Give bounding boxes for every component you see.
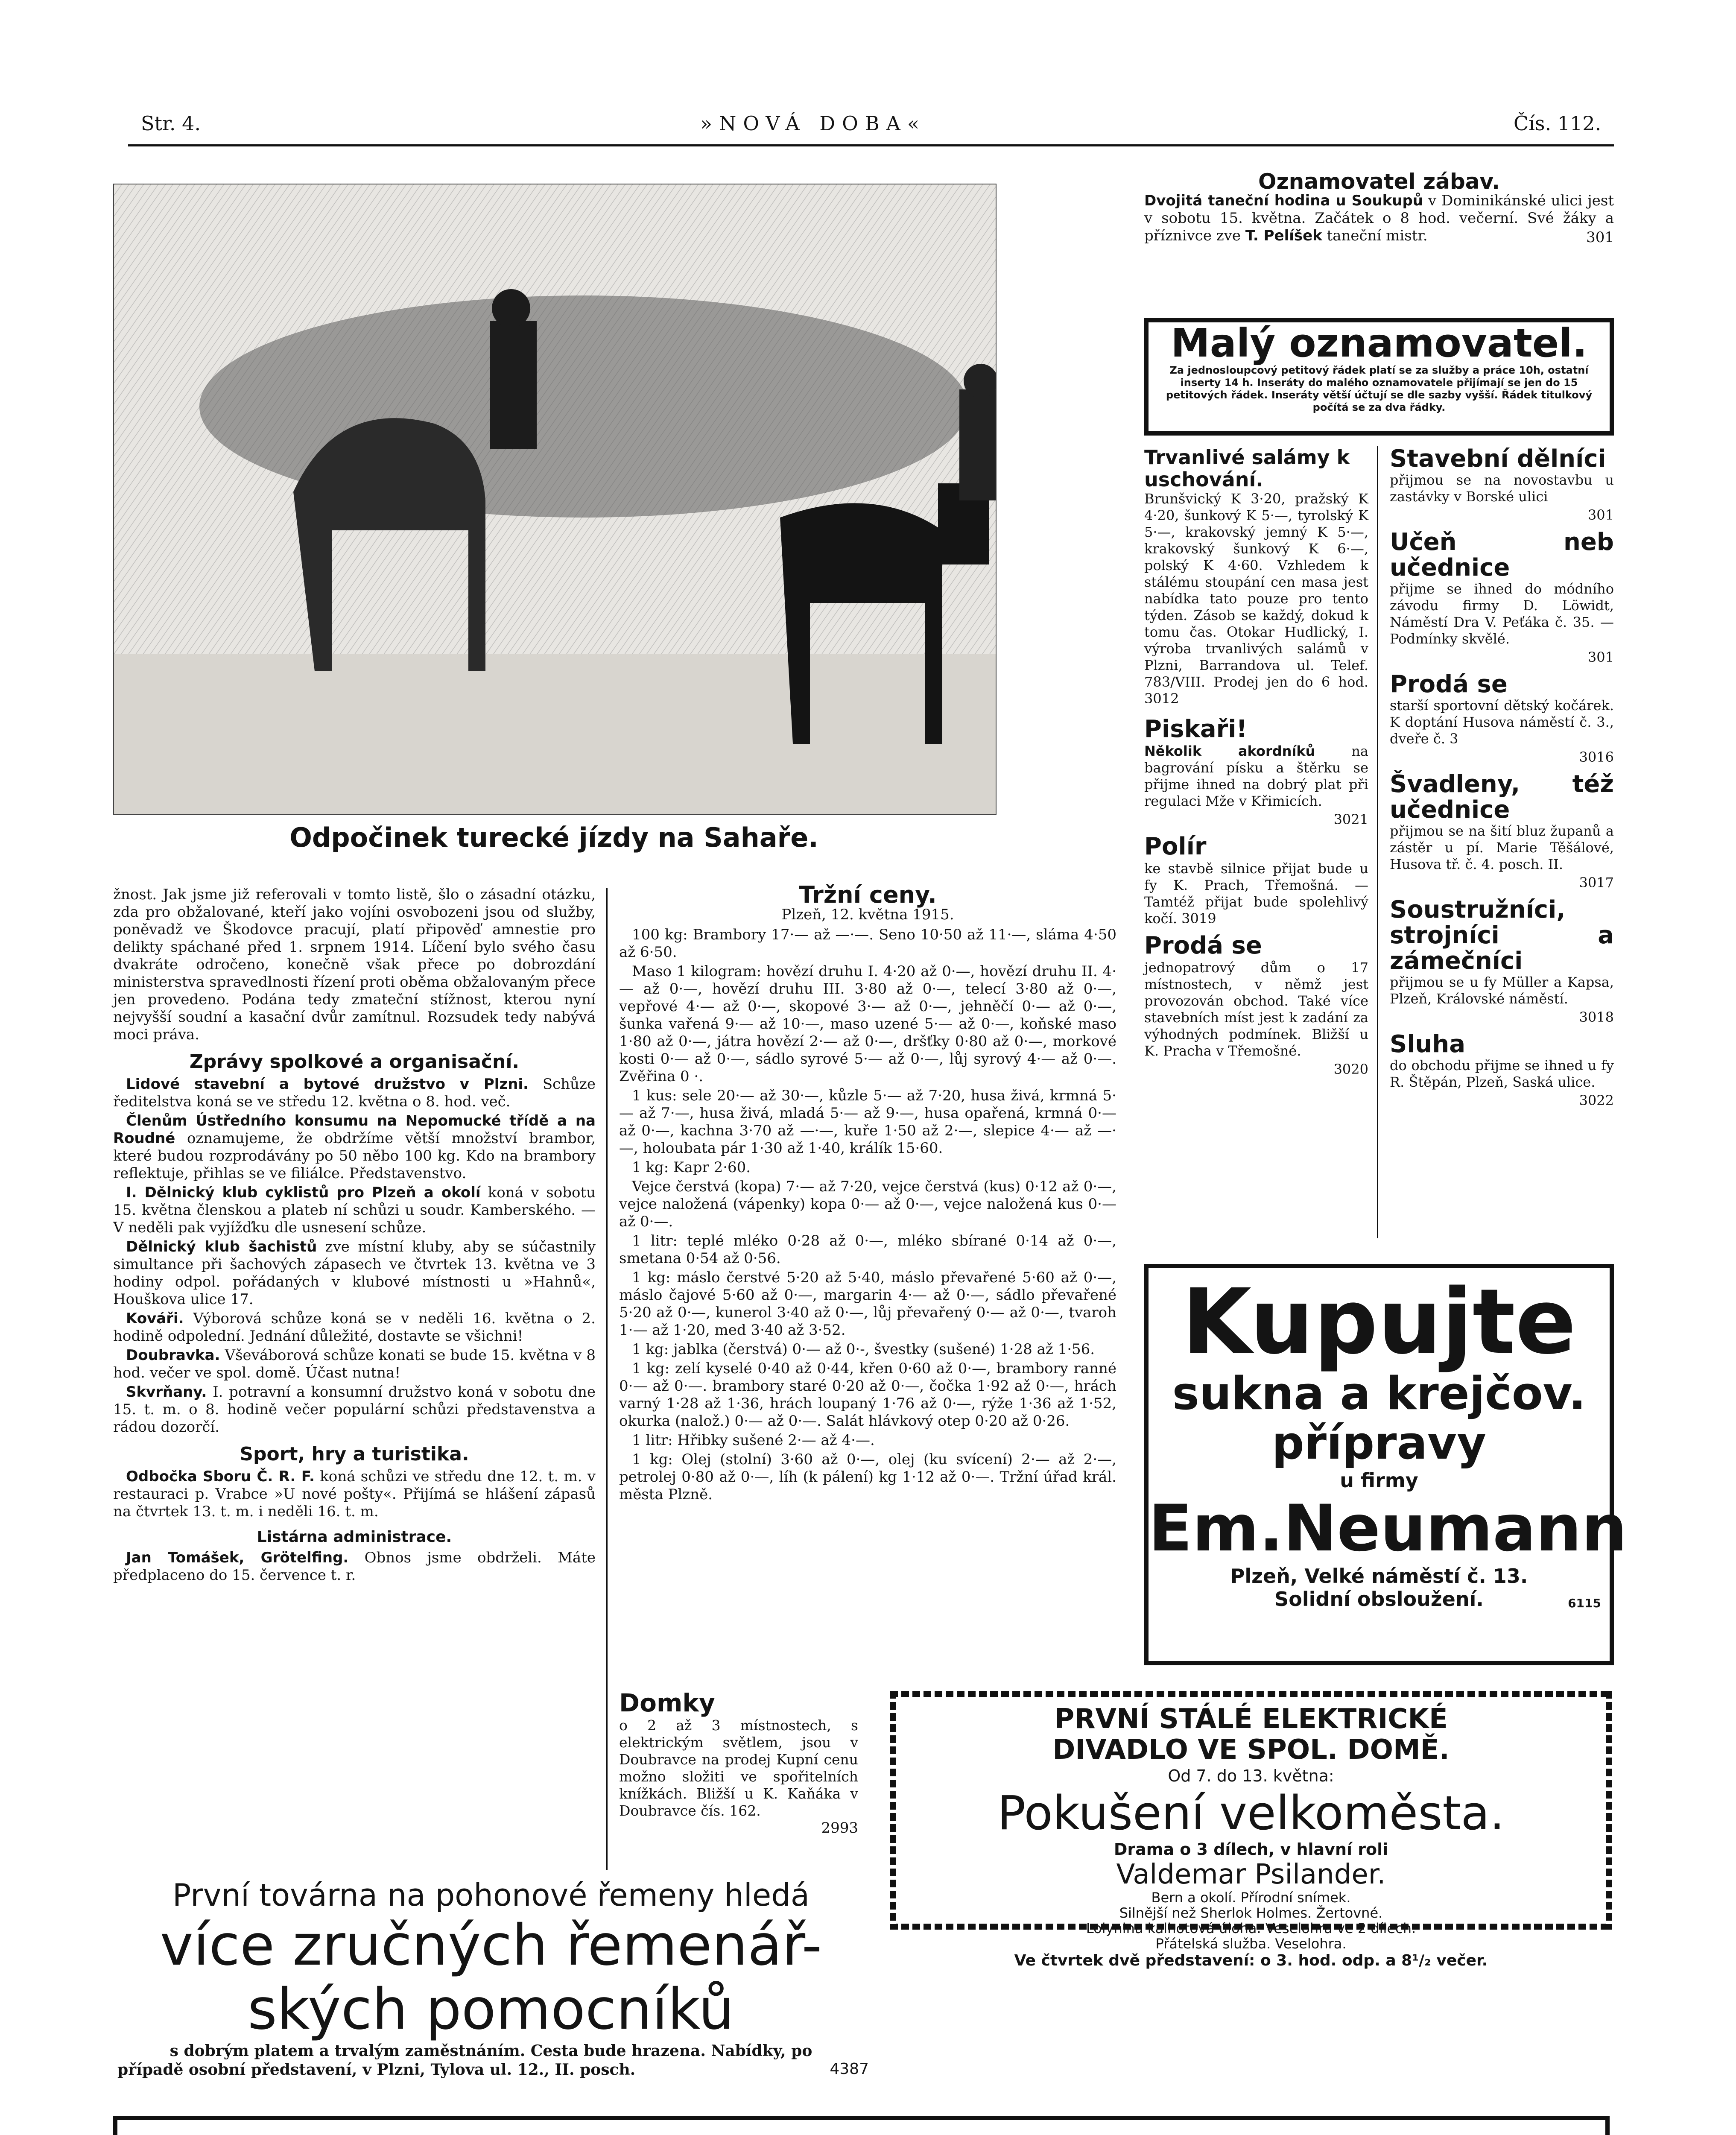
spolky-item: Doubravka. Vševáborová schůze konati se bude 15. května v 8 hod. večer ve spol. domě. Účast nutna! xyxy=(113,1347,596,1381)
listarna-item: Jan Tomášek, Grötelfing. Obnos jsme obdrželi. Máte předplaceno do 15. července t. r. xyxy=(113,1549,596,1584)
column-divider xyxy=(606,888,608,1870)
ad-number: 3020 xyxy=(1333,1061,1368,1077)
ad-heading: Polír xyxy=(1144,833,1207,860)
market-heading: Tržní ceny. xyxy=(799,881,937,908)
zabavy-text: Dvojitá taneční hodina u Soukupů v Dominikánské ulici jest v sobotu 15. května. Začátek o 8 hod. večerní. Své žáky a příznivce zve T. Pelíšek taneční mistr. xyxy=(1144,192,1614,244)
theatre-program-1: Bern a okolí. Přírodní snímek. xyxy=(1151,1889,1351,1906)
neumann-address: Plzeň, Velké náměstí č. 13. xyxy=(1230,1565,1528,1588)
page-number: Str. 4. xyxy=(141,112,201,135)
market-paragraph: 1 kg: Kapr 2·60. xyxy=(632,1159,751,1176)
theatre-program-2: Silnější než Sherlok Holmes. Žertovné. xyxy=(1119,1905,1383,1921)
ad-heading: Prodá se xyxy=(1390,670,1508,698)
domky-ad xyxy=(619,1689,858,1837)
factory-number: 4387 xyxy=(830,2060,869,2078)
ad-text: Několik akordníků na bagrování písku a štěrku se přijme ihned na dobrý plat při regulaci Mže v Křimicích. xyxy=(1144,743,1369,809)
ad-text: starší sportovní dětský kočárek. K doptání Husova náměstí č. 3., dveře č. 3 xyxy=(1390,697,1614,747)
ad-text: ke stavbě silnice přijat bude u fy K. Prach, Třemošná. — Tamtéž přijat bude spolehlivý kočí. 3019 xyxy=(1144,860,1368,927)
neumann-line3: přípravy xyxy=(1271,1417,1487,1469)
ad-heading: Švadleny, též učednice xyxy=(1390,770,1614,824)
spolky-item: Členům Ústředního konsumu na Nepomucké třídě a na Roudné oznamujeme, že obdržíme větší množství brambor, které budou rozprodávány po 50 něbo 100 kg. Kdo na brambory reflektuje, přihlas se ve filiálce. Představenstvo. xyxy=(113,1112,596,1182)
theatre-sub: Drama o 3 dílech, v hlavní roli xyxy=(1113,1840,1388,1859)
ad-number: 3021 xyxy=(1333,811,1368,828)
wesecky-ad xyxy=(113,2116,1610,2135)
header-rule xyxy=(128,144,1614,146)
factory-line1: První továrna na pohonové řemeny hledá xyxy=(172,1877,810,1913)
spolky-item: Kováři. Výborová schůze koná se v neděli 16. května o 2. hodině odpolední. Jednání důležité, dostavte se všichni! xyxy=(113,1310,596,1345)
theatre-border-left xyxy=(890,1691,896,1930)
factory-line3: ských pomocníků xyxy=(248,1977,734,2042)
neumann-number: 6115 xyxy=(1568,1596,1601,1610)
domky-heading: Domky xyxy=(619,1688,715,1717)
spolky-item: Dělnický klub šachistů zve místní kluby, aby se súčastnily simultance při šachových zápasech ve čtvrtek 13. května ve 3 hodiny odpol. pořádaných v klubové místnosti u »Hahnů«, Houškova ulice 17. xyxy=(113,1238,596,1308)
market-prices-column xyxy=(619,881,1116,1505)
maly-oznamovatel-rules: Za jednosloupcový petitový řádek platí se za služby a práce 10h, ostatní inserty 14 h. Inseráty do malého oznamovatele přijímají se jen do 15 petitových řádek. Inseráty větší účtují se dle sazby vyšší. Řádek titulkový počítá se za dva řádky. xyxy=(1166,364,1593,413)
neumann-line1: Kupujte xyxy=(1182,1269,1576,1374)
spolky-heading: Zprávy spolkové a organisační. xyxy=(189,1051,520,1073)
issue-number: Čís. 112. xyxy=(1514,112,1602,135)
ad-text: přijmou se u fy Müller a Kapsa, Plzeň, Královské náměstí. xyxy=(1390,974,1614,1007)
theatre-border-right xyxy=(1606,1691,1612,1930)
zabavy-section xyxy=(1144,169,1614,246)
small-ads-divider xyxy=(1377,446,1378,1238)
ad-number: 301 xyxy=(1587,649,1614,665)
theatre-border-top xyxy=(890,1691,1612,1697)
spolky-item: Skvrňany. I. potravní a konsumní družstvo koná v sobotu dne 15. t. m. o 8. hodině večer populární schůzi představenstva a rádou dozorčí. xyxy=(113,1383,596,1436)
theatre-line1: PRVNÍ STÁLÉ ELEKTRICKÉ xyxy=(1054,1703,1448,1735)
theatre-star: Valdemar Psilander. xyxy=(1116,1859,1386,1890)
ad-heading: Piskaři! xyxy=(1144,715,1247,743)
ad-heading: Učeň neb učednice xyxy=(1390,528,1614,582)
ad-number: 3017 xyxy=(1579,874,1614,891)
ad-text: přijmou se na šití bluz županů a zástěr u pí. Marie Těšálové, Husova tř. č. 4. posch. II. xyxy=(1390,823,1614,872)
ad-heading: Trvanlivé salámy k uschování. xyxy=(1144,446,1350,491)
maly-oznamovatel-box xyxy=(1144,318,1614,436)
neumann-line2: sukna a krejčov. xyxy=(1172,1367,1586,1420)
theatre-date: Od 7. do 13. května: xyxy=(1168,1766,1334,1785)
market-paragraph: Vejce čerstvá (kopa) 7·— až 7·20, vejce čerstvá (kus) 0·12 až 0·—, vejce naložená (vápenky) kopa 0·— až 0·—, vejce naložená kus 0·— až 0·—. xyxy=(619,1178,1116,1230)
zabavy-number: 301 xyxy=(1586,229,1614,246)
neumann-service: Solidní obsloužení. xyxy=(1274,1588,1484,1611)
neumann-ad xyxy=(1144,1264,1627,1665)
maly-oznamovatel-title: Malý oznamovatel. xyxy=(1171,320,1587,366)
listarna-heading: Listárna administrace. xyxy=(257,1528,452,1546)
market-paragraph: 1 kus: sele 20·— až 30·—, kůzle 5·— až 7·20, husa živá, krmná 5·— až 7·—, husa živá, mladá 5·— až 9·—, husa opařená, krmná 0·— až 0·—, kachna 3·70 až —·—, kuře 1·50 až 2·—, slepice 4·— až —·—, holoubata pár 1·30 až 1·40, králík 15·60. xyxy=(619,1087,1116,1157)
ad-text: přijmou se na novostavbu u zastávky v Borské ulici xyxy=(1390,472,1614,505)
market-paragraph: 1 litr: Hřibky sušené 2·— až 4·—. xyxy=(632,1432,875,1449)
theatre-footer: Ve čtvrtek dvě představení: o 3. hod. odp. a 8¹/₂ večer. xyxy=(1014,1952,1488,1969)
ad-text: Brunšvický K 3·20, pražský K 4·20, šunkový K 5·—, tyrolský K 5·—, krakovský jemný K 5·—, krakovský šunkový K 6·—, polský K 4·60. Vzhledem k stálému stoupání cen masa jest nabídka tato pouze pro tento týden. Zásob se každý, dokud k tomu čas. Otokar Hudlický, I. výroba trvanlivých salámů v Plzni, Barrandova ul. Telef. 783/VIII. Prodej jen do 6 hod. 3012 xyxy=(1144,491,1368,707)
ad-text: do obchodu přijme se ihned u fy R. Štěpán, Plzeň, Saská ulice. xyxy=(1390,1057,1614,1090)
ad-heading: Prodá se xyxy=(1144,932,1262,959)
small-ads-right xyxy=(1390,446,1614,1109)
theatre-line2: DIVADLO VE SPOL. DOMĚ. xyxy=(1052,1734,1450,1766)
theatre-program-4: Přátelská služba. Veselohra. xyxy=(1155,1936,1347,1952)
theatre-program-3: Lolynina kalhotová úloha. Veselohra ve 2 dílech. xyxy=(1086,1920,1416,1936)
market-place-date: Plzeň, 12. května 1915. xyxy=(781,906,954,923)
factory-line5: případě osobní představení, v Plzni, Tylova ul. 12., II. posch. xyxy=(117,2061,636,2079)
zabavy-heading: Oznamovatel zábav. xyxy=(1258,169,1500,194)
left-column xyxy=(113,886,596,1586)
ad-number: 3018 xyxy=(1579,1009,1614,1025)
market-paragraph: 1 kg: Olej (stolní) 3·60 až 0·—, olej (ku svícení) 2·— až 2·—, petrolej 0·80 až 0·—, líh (k pálení) kg 1·12 až 0·—. Tržní úřad král. města Plzně. xyxy=(619,1451,1116,1503)
ad-heading: Sluha xyxy=(1390,1030,1466,1058)
market-paragraph: 1 litr: teplé mléko 0·28 až 0·—, mléko sbírané 0·14 až 0·—, smetana 0·54 až 0·56. xyxy=(619,1232,1116,1267)
newspaper-title: »NOVÁ DOBA« xyxy=(700,112,926,135)
market-paragraph: 1 kg: máslo čerstvé 5·20 až 5·40, máslo převařené 5·60 až 0·—, máslo čajové 5·60 až 0·—, margarin 4·— až 0·—, sádlo převařené 5·20 až 0·—, kunerol 3·40 až 0·—, lůj převařený 0·— až 0·—, tvaroh 1·— až 1·20, med 3·40 až 3·52. xyxy=(619,1269,1116,1339)
sport-item: Odbočka Sboru Č. R. F. koná schůzi ve středu dne 12. t. m. v restauraci p. Vrabce »U nové pošty«. Přijímá se hlášení zápasů na čtvrtek 13. t. m. i neděli 16. t. m. xyxy=(113,1468,596,1520)
market-paragraph: Maso 1 kilogram: hovězí druhu I. 4·20 až 0·—, hovězí druhu II. 4·— až 0·—, hovězí druhu III. 3·80 až 0·—, telecí 3·80 až 0·—, vepřové 4·— až 0·—, skopové 3·— až 0·—, jehněčí 0·— až 0·—, šunka vařená 9·— až 10·—, maso uzené 5·— až 0·—, koňské maso 1·80 až 0·—, játra hovězí 2·— až 0·—, dršťky 0·80 až 0·—, morkové kosti 0·— až 0·—, sádlo syrové 5·— až 0·—, lůj syrový 4·— až 0·—. Zvěřina 0 ·. xyxy=(619,963,1116,1085)
spolky-item: I. Dělnický klub cyklistů pro Plzeň a okolí koná v sobotu 15. května členskou a plateb ní schůzi u soudr. Kamberského. — V neděli pak vyjížďku dle usnesení schůze. xyxy=(113,1184,596,1236)
small-ads-left xyxy=(1144,446,1368,1078)
market-paragraph: 1 kg: zelí kyselé 0·40 až 0·44, křen 0·60 až 0·—, brambory ranné 0·— až 0·—. brambory staré 0·20 až 0·—, čočka 1·92 až 0·—, hrách varný 1·28 až 1·36, hrách loupaný 1·76 až 0·—, rýže 1·36 až 1·52, okurka (nalož.) 0·— až 0·—. Salát hlávkový otep 0·20 až 0·26. xyxy=(619,1360,1116,1430)
ad-heading: Soustružníci, strojníci a zámečníci xyxy=(1390,896,1614,975)
factory-line2: více zručných řemenář- xyxy=(160,1913,822,1978)
engraving-image xyxy=(114,184,996,814)
ad-number: 3016 xyxy=(1579,749,1614,765)
spolky-item: Lidové stavební a bytové družstvo v Plzni. Schůze ředitelstva koná se ve středu 12. května o 8. hod. več. xyxy=(113,1076,596,1110)
ad-heading: Stavební dělníci xyxy=(1390,445,1606,473)
neumann-firm: Em.Neumann xyxy=(1149,1492,1627,1566)
article-continuation: žnost. Jak jsme již referovali v tomto listě, šlo o zásadní otázku, zda pro obžalované, kteří jako vojíni osvobozeni jsou od služby, poněvadž ve Škodovce pracují, platí připověď amnestie pro delikty spáchané před 1. srpnem 1914. Líčení bylo svého času dvakráte odročeno, konečně však přece po dobrozdání ministerstva spravedlnosti řízení proti oběma obžalovaným přece jen provedeno. Podána tedy zmateční stížnost, kterou nyní nejvyšší soudní a kasační dvůr zamítnul. Rozsudek tedy nabývá moci práva. xyxy=(113,886,596,1043)
domky-text: o 2 až 3 místnostech, s elektrickým světlem, jsou v Doubravce na prodej Kupní cenu možno složiti ve spořitelních knížkách. Bližší u K. Kaňáka v Doubravce čís. 162. xyxy=(619,1717,858,1819)
illustration-caption: Odpočinek turecké jízdy na Sahaře. xyxy=(289,822,818,853)
illustration-turkish-cavalry xyxy=(113,184,997,815)
factory-ad xyxy=(113,1877,869,2078)
ad-number: 3022 xyxy=(1579,1092,1614,1108)
theatre-ad xyxy=(901,1704,1601,1970)
market-paragraph: 100 kg: Brambory 17·— až —·—. Seno 10·50 až 11·—, sláma 4·50 až 6·50. xyxy=(619,926,1116,961)
neumann-line4: u firmy xyxy=(1340,1469,1418,1492)
ad-text: přijme se ihned do módního závodu firmy D. Löwidt, Náměstí Dra V. Peťáka č. 35. — Podmínky skvělé. xyxy=(1390,581,1614,647)
domky-number: 2993 xyxy=(821,1819,858,1837)
ad-text: jednopatrový dům o 17 místnostech, v němž jest provozován obchod. Také více stavebních míst jest k zadání za výhodných podmínek. Bližší u K. Pracha v Třemošné. xyxy=(1144,959,1368,1059)
ad-number: 301 xyxy=(1587,507,1614,523)
sport-heading: Sport, hry a turistika. xyxy=(240,1443,469,1465)
factory-line4: s dobrým platem a trvalým zaměstnáním. Cesta bude hrazena. Nabídky, po xyxy=(170,2042,812,2060)
theatre-film-title: Pokušení velkoměsta. xyxy=(997,1786,1505,1840)
market-paragraph: 1 kg: jablka (čerstvá) 0·— až 0·-, švestky (sušené) 1·28 až 1·56. xyxy=(632,1341,1095,1358)
